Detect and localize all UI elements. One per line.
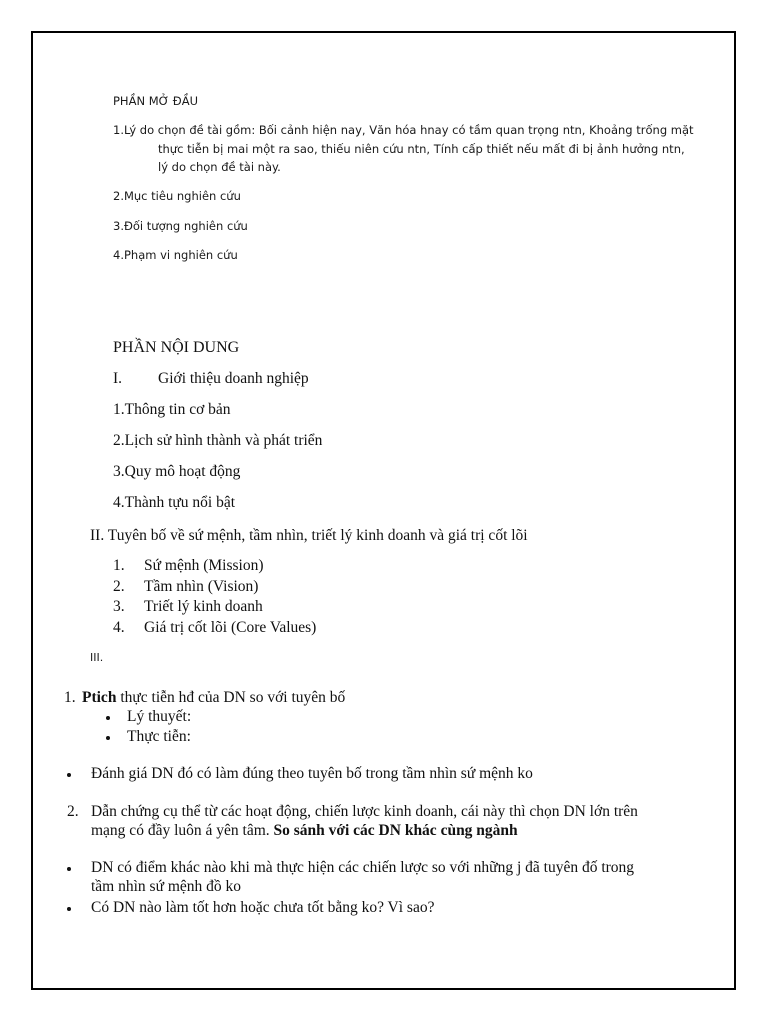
section-2-item-4: Giá trị cốt lõi (Core Values): [144, 619, 317, 636]
section-1-item-2: 2.Lịch sử hình thành và phát triển: [113, 432, 323, 449]
bullet-2-line-1: DN có điểm khác nào khi mà thực hiện các chiến lược so với những j đã tuyên đố trong: [91, 859, 635, 876]
section-1-item-4: 4.Thành tựu nổi bật: [113, 494, 236, 511]
section-2-item-2: Tầm nhìn (Vision): [144, 578, 259, 595]
section-1-number: I.: [113, 370, 123, 387]
sub-bullet-2: Thực tiễn:: [127, 728, 191, 745]
point-2-bold: So sánh với các DN khác cùng ngành: [273, 822, 518, 839]
point-1: [82, 689, 345, 707]
section-1-title: Giới thiệu doanh nghiệp: [158, 370, 309, 387]
intro-heading: PHẦN MỞ ĐẦU: [113, 94, 198, 108]
sub-bullet-1: Lý thuyết:: [127, 708, 192, 725]
section-2-item-3: Triết lý kinh doanh: [144, 598, 263, 615]
intro-item-1-line-1: 1.Lý do chọn đề tài gồm: Bối cảnh hiện nay, Văn hóa hnay có tầm quan trọng ntn, Khoảng trống mặt: [113, 123, 694, 137]
section-2-item-2-number: 2.: [113, 578, 125, 595]
point-2-line-1: Dẫn chứng cụ thể từ các hoạt động, chiến lược kinh doanh, cái này thì chọn DN lớn trên: [91, 803, 638, 820]
point-2-number: 2.: [67, 803, 79, 820]
section-3-number: III.: [90, 651, 104, 664]
point-1-bold: Ptich: [82, 689, 117, 706]
intro-item-1-line-3: lý do chọn đề tài này.: [158, 160, 281, 174]
section-1-item-3: 3.Quy mô hoạt động: [113, 463, 241, 480]
section-2-item-4-number: 4.: [113, 619, 125, 636]
intro-item-4: 4.Phạm vi nghiên cứu: [113, 248, 238, 262]
bullet-1: Đánh giá DN đó có làm đúng theo tuyên bố trong tầm nhìn sứ mệnh ko: [91, 765, 533, 782]
section-2-item-1: Sứ mệnh (Mission): [144, 557, 264, 574]
section-2-item-3-number: 3.: [113, 598, 125, 615]
section-1-item-1: 1.Thông tin cơ bản: [113, 401, 231, 418]
point-1-number: 1.: [64, 689, 76, 706]
bullet-3: Có DN nào làm tốt hơn hoặc chưa tốt bằng ko? Vì sao?: [91, 899, 435, 916]
bullet-2-line-2: tầm nhìn sứ mệnh đồ ko: [91, 878, 242, 895]
content-heading: PHẦN NỘI DUNG: [113, 339, 240, 356]
sub-bullet-1-dot: [106, 716, 110, 720]
intro-item-3: 3.Đối tượng nghiên cứu: [113, 219, 248, 233]
section-2-item-1-number: 1.: [113, 557, 125, 574]
point-2-line-2: [91, 822, 518, 840]
bullet-1-dot: [67, 773, 71, 777]
point-2-plain: mạng có đầy luôn á yên tâm.: [91, 822, 274, 839]
section-2-title: II. Tuyên bố về sứ mệnh, tầm nhìn, triết lý kinh doanh và giá trị cốt lõi: [90, 527, 528, 544]
bullet-2-dot: [67, 867, 71, 871]
intro-item-2: 2.Mục tiêu nghiên cứu: [113, 189, 241, 203]
point-1-rest: thực tiễn hđ của DN so với tuyên bố: [116, 689, 346, 706]
sub-bullet-2-dot: [106, 736, 110, 740]
intro-item-1-line-2: thực tiễn bị mai một ra sao, thiếu niên cứu ntn, Tính cấp thiết nếu mất đi bị ảnh hưởng ntn,: [158, 142, 685, 156]
bullet-3-dot: [67, 907, 71, 911]
